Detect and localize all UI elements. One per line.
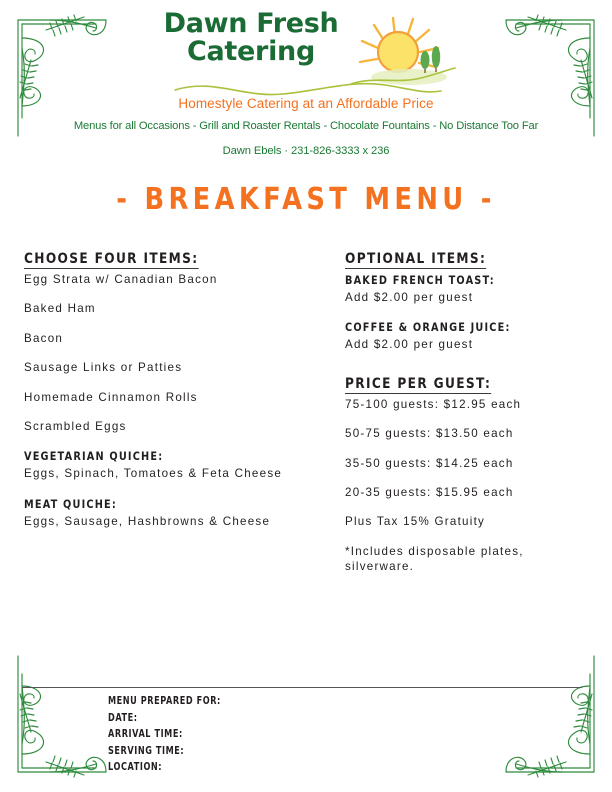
page-footer [0,652,612,792]
section-heading-optional-items: OPTIONAL ITEMS: [345,251,487,267]
footer-field: MENU PREPARED FOR: [108,696,221,707]
page-header [0,0,612,175]
subsection-heading-vegetarian-quiche: VEGETARIAN QUICHE: [24,449,164,464]
footer-divider [22,687,582,688]
footer-field: LOCATION: [108,762,163,774]
includes-note: *Includes disposable plates, silverware. [345,544,524,574]
optional-item-name: BAKED FRENCH TOAST: [345,273,495,287]
section-heading-price-per-guest: PRICE PER GUEST: [345,375,492,392]
quiche-description: Eggs, Sausage, Hashbrowns & Cheese [24,514,271,528]
sun-landscape-icon [341,10,461,98]
quiche-description: Eggs, Spinach, Tomatoes & Feta Cheese [24,467,283,481]
optional-item-price: Add $2.00 per guest [345,338,474,352]
list-item: Baked Ham [24,302,96,316]
brand-logo [151,8,461,100]
footer-field: SERVING TIME: [108,745,185,757]
list-item: Homemade Cinnamon Rolls [24,390,198,404]
brand-services-line: Menus for all Occasions - Grill and Roaster Rentals - Chocolate Fountains - No Distance Too Far [73,120,539,132]
price-tier: 20-35 guests: $15.95 each [345,486,514,500]
brand-logo-line2: Catering [187,35,315,67]
optional-item-name: COFFEE & ORANGE JUICE: [345,320,511,335]
brand-logo-text [151,10,351,66]
column-optional-and-pricing [345,250,595,575]
brand-contact-line: Dawn Ebels · 231-826-3333 x 236 [222,145,390,157]
tax-gratuity-note: Plus Tax 15% Gratuity [345,515,486,529]
price-tier: 50-75 guests: $13.50 each [345,427,514,441]
menu-content [0,250,612,650]
section-heading-choose-four-items: CHOOSE FOUR ITEMS: [24,251,199,267]
list-item: Bacon [24,331,64,345]
list-item: Sausage Links or Patties [24,361,183,375]
page-title: - BREAKFAST MENU - [116,182,496,217]
column-choose-four-items [24,250,324,529]
list-item: Egg Strata w/ Canadian Bacon [24,273,218,286]
brand-logo-line1: Dawn Fresh [163,8,339,39]
footer-field: DATE: [108,712,138,724]
price-tier: 75-100 guests: $12.95 each [345,397,522,411]
list-item: Scrambled Eggs [24,420,127,434]
footer-field-list [108,694,249,777]
subsection-heading-meat-quiche: MEAT QUICHE: [24,496,117,511]
optional-item-price: Add $2.00 per guest [345,291,474,304]
footer-field: ARRIVAL TIME: [108,729,183,741]
price-tier: 35-50 guests: $14.25 each [345,456,514,470]
brand-tagline: Homestyle Catering at an Affordable Price [178,96,434,111]
